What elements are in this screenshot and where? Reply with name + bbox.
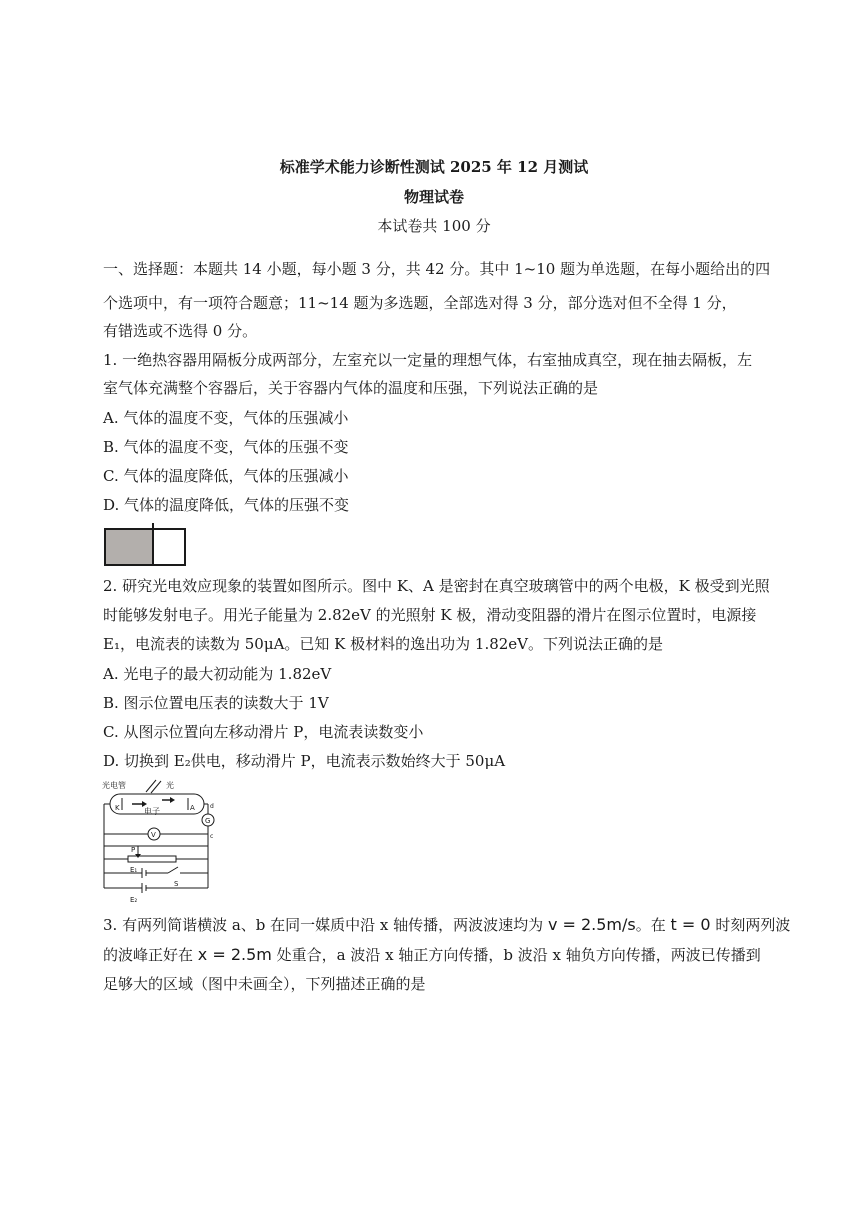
node-c-label: c <box>210 833 214 840</box>
q2-stem-line: 2. 研究光电效应现象的装置如图所示。图中 K、A 是密封在真空玻璃管中的两个电极，K 极受到光照 <box>103 577 770 595</box>
section-instructions-line: 个选项中，有一项符合题意；11~14 题为多选题，全部选对得 3 分，部分选对但不全得 1 分， <box>103 294 737 312</box>
q3-position-formula: x = 2.5m <box>197 945 272 964</box>
electron-label: 电子 <box>144 807 160 816</box>
electrode-k-label: K <box>115 804 120 812</box>
q3-text: 。在 <box>635 916 671 934</box>
q1-stem-line: 1. 一绝热容器用隔板分成两部分，左室充以一定量的理想气体，右室抽成真空，现在抽去隔板，左 <box>103 351 753 369</box>
q3-velocity-formula: v = 2.5m/s <box>547 915 636 934</box>
q2-option-a: A. 光电子的最大初动能为 1.82eV <box>103 665 332 683</box>
switch-s-label: S <box>174 880 179 888</box>
q2-option-d: D. 切换到 E₂供电，移动滑片 P，电流表示数始终大于 50μA <box>103 752 506 770</box>
q3-stem-line-3: 足够大的区域（图中未画全），下列描述正确的是 <box>103 975 426 993</box>
q3-text: 处重合，a 波沿 x 轴正方向传播，b 波沿 x 轴负方向传播，两波已传播到 <box>271 946 761 964</box>
subject-title: 物理试卷 <box>403 188 464 206</box>
galvanometer-label: G <box>205 817 211 825</box>
q2-stem-line: E₁，电流表的读数为 50μA。已知 K 极材料的逸出功为 1.82eV。下列说法正确的是 <box>103 635 664 653</box>
slider-p-label: P <box>131 846 136 854</box>
q1-container-figure <box>102 522 192 568</box>
slide-rheostat <box>128 856 176 862</box>
q3-text: 的波峰正好在 <box>103 946 198 964</box>
q2-option-b: B. 图示位置电压表的读数大于 1V <box>103 694 329 712</box>
q3-text: 3. 有两列简谐横波 a、b 在同一媒质中沿 x 轴传播，两波波速均为 <box>103 916 548 934</box>
q1-option-b: B. 气体的温度不变，气体的压强不变 <box>103 438 349 456</box>
node-d-label: d <box>210 803 214 810</box>
q1-option-d: D. 气体的温度降低，气体的压强不变 <box>103 496 350 514</box>
q1-option-c: C. 气体的温度降低，气体的压强减小 <box>103 467 349 485</box>
q1-stem-line: 室气体充满整个容器后，关于容器内气体的温度和压强，下列说法正确的是 <box>103 379 599 397</box>
q3-text: 时刻两列波 <box>710 916 791 934</box>
q1-option-a: A. 气体的温度不变，气体的压强减小 <box>103 409 349 427</box>
exam-title: 标准学术能力诊断性测试 2025 年 12 月测试 <box>279 158 589 176</box>
q2-stem-line: 时能够发射电子。用光子能量为 2.82eV 的光照射 K 极，滑动变阻器的滑片在图示位置时，电源接 <box>103 606 757 624</box>
q2-option-c: C. 从图示位置向左移动滑片 P，电流表读数变小 <box>103 723 424 741</box>
light-label: 光 <box>166 781 174 790</box>
q3-time-formula: t = 0 <box>670 915 711 934</box>
q3-stem-line-2 <box>103 945 761 965</box>
score-note: 本试卷共 100 分 <box>377 217 491 235</box>
q3-stem-line-1 <box>103 915 790 935</box>
section-instructions-line: 有错选或不选得 0 分。 <box>103 322 258 340</box>
source-e1-label: E₁ <box>130 866 138 874</box>
voltmeter-label: V <box>151 831 156 839</box>
tube-label: 光电管 <box>102 781 126 790</box>
right-chamber-vacuum <box>153 529 185 565</box>
source-e2-label: E₂ <box>130 896 138 904</box>
section-instructions-line: 一、选择题：本题共 14 小题，每小题 3 分，共 42 分。其中 1~10 题为单选题，在每小题给出的四 <box>103 260 771 278</box>
electrode-a-label: A <box>190 804 195 812</box>
q2-circuit-figure <box>98 776 218 904</box>
left-chamber-gas <box>105 529 153 565</box>
